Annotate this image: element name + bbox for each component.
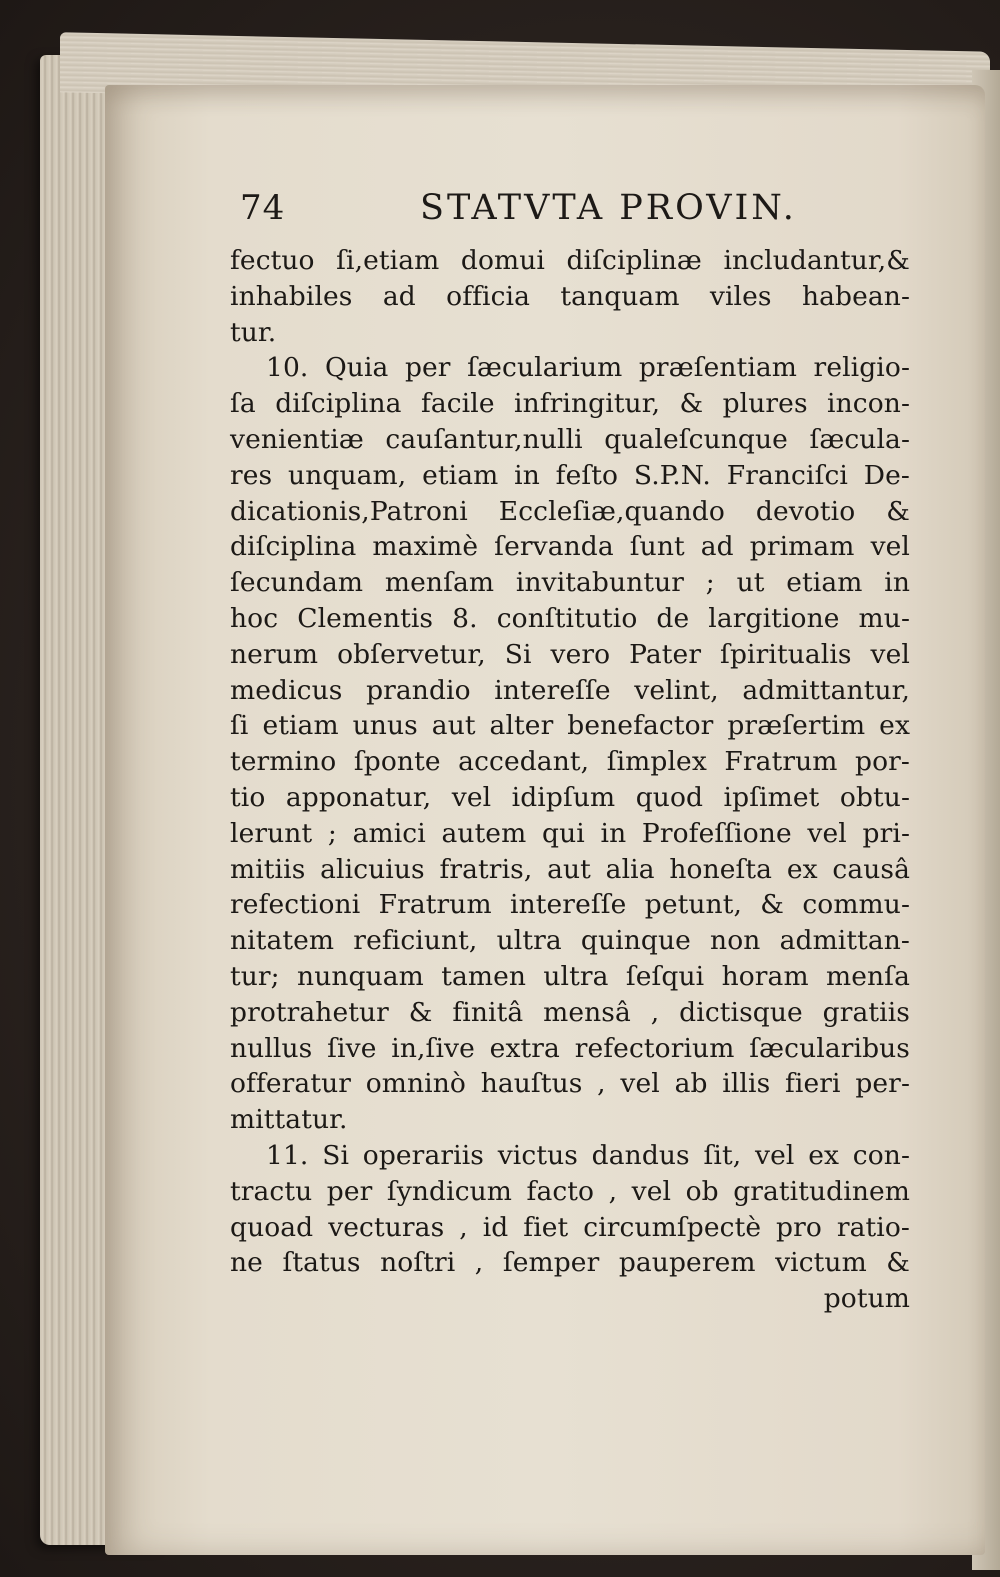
text-line: quoad vecturas , id fiet circumſpectè pro ratio- — [230, 1211, 910, 1243]
text-line: inhabiles ad officia tanquam viles habean- — [230, 280, 910, 312]
text-line: hoc Clementis 8. conſtitutio de largitione mu- — [230, 602, 910, 634]
text-line: fectuo ſi,etiam domui diſciplinæ includantur,& — [230, 245, 910, 276]
body-text — [230, 243, 910, 1317]
text-line: ne ſtatus noſtri , ſemper pauperem victum & — [230, 1247, 910, 1279]
text-line: protrahetur & finitâ mensâ , dictisque gratiis — [230, 996, 910, 1028]
text-line: tur; nunquam tamen ultra ſeſqui horam menſa — [230, 960, 910, 992]
text-line: termino ſponte accedant, ſimplex Fratrum por- — [230, 746, 910, 778]
paragraph-11-start: 11. Si operariis victus dandus ſit, vel ex con- — [266, 1139, 910, 1171]
text-line: nullus ſive in,ſive extra refectorium ſæcularibus — [230, 1032, 910, 1064]
text-line: tractu per ſyndicum facto , vel ob gratitudinem — [230, 1175, 910, 1207]
text-line: dicationis,Patroni Eccleſiæ,quando devotio & — [230, 495, 910, 527]
text-line: tio apponatur, vel idipſum quod ipſimet obtu- — [230, 781, 910, 813]
text-line: res unquam, etiam in feſto S.P.N. Franciſci De- — [230, 459, 910, 491]
running-head: STATVTA PROVIN. — [420, 188, 797, 228]
text-line: venientiæ cauſantur,nulli qualeſcunque ſæcula- — [230, 423, 910, 455]
text-line: nerum obſervetur, Si vero Pater ſpiritualis vel — [230, 638, 910, 670]
text-line: diſciplina maximè ſervanda ſunt ad primam vel — [230, 531, 910, 563]
page-number: 74 — [240, 188, 286, 228]
text-line: refectioni Fratrum intereſſe petunt, & commu- — [230, 889, 910, 921]
text-line: nitatem reficiunt, ultra quinque non admittan- — [230, 925, 910, 957]
text-line: medicus prandio intereſſe velint, admittantur, — [230, 674, 910, 706]
text-line: lerunt ; amici autem qui in Profeſſione vel pri- — [230, 817, 910, 849]
text-line: mitiis alicuius fratris, aut alia honeſta ex causâ — [230, 853, 910, 885]
text-line: offeratur omninò hauſtus , vel ab illis fieri per- — [230, 1068, 910, 1100]
text-line: ſi etiam unus aut alter benefactor præſertim ex — [230, 710, 910, 742]
text-line: tur. — [230, 316, 277, 348]
catchword: potum — [823, 1283, 910, 1315]
text-line: ſecundam menſam invitabuntur ; ut etiam in — [230, 567, 910, 599]
paragraph-10-start: 10. Quia per ſæcularium præſentiam religio- — [266, 352, 910, 384]
text-line: ſa diſciplina facile infringitur, & plures incon- — [230, 388, 910, 420]
page-header — [235, 188, 835, 238]
text-line: mittatur. — [230, 1104, 348, 1136]
